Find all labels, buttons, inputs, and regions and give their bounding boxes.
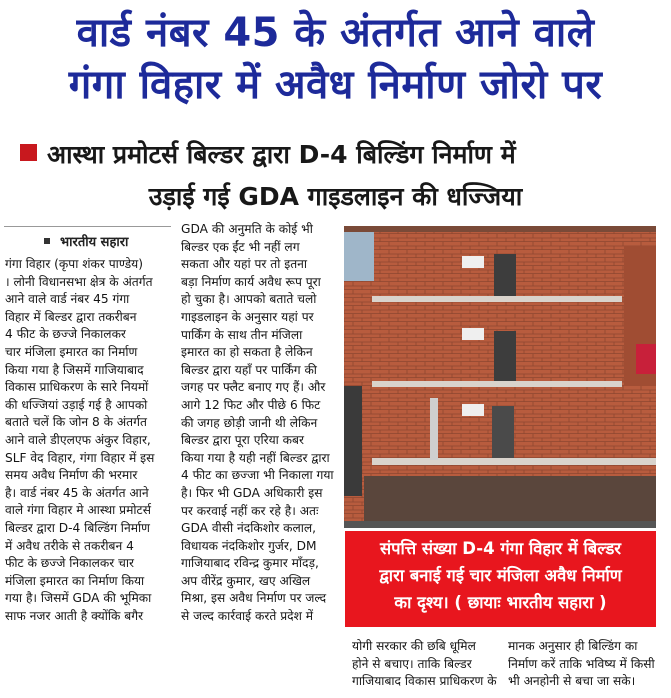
headline-line-1: वार्ड नंबर 45 के अंतर्गत आने वाले xyxy=(76,10,595,56)
building-photo xyxy=(344,226,656,528)
column-divider xyxy=(4,226,171,227)
byline-square-icon xyxy=(44,238,50,244)
caption-line-2: द्वारा बनाई गई चार मंजिला अवैध निर्माण xyxy=(379,566,622,585)
subheadline-text-1: आस्था प्रमोटर्स बिल्डर द्वारा D-4 बिल्डिंग निर्माण में xyxy=(47,140,516,169)
article-column-4: मानक अनुसार ही बिल्डिंग का निर्माण करें ताकि भविष्य में किसी भी अनहोनी से बचा जा सके। xyxy=(508,639,655,689)
caption-line-3: का दृश्य। ( छायाः भारतीय सहारा ) xyxy=(394,593,607,612)
photo-caption xyxy=(345,531,656,627)
subheadline-line-1 xyxy=(20,138,671,172)
byline xyxy=(44,232,128,250)
byline-text: भारतीय सहारा xyxy=(60,235,129,250)
subheadline-line-2: उड़ाई गई GDA गाइडलाइन की धज्जिया xyxy=(148,182,523,211)
article-column-1: गंगा विहार (कृपा शंकर पाण्डेय) । लोनी विधानसभा क्षेत्र के अंतर्गत आने वाले वार्ड नंबर 45 गंगा विहार में बिल्डर द्वारा तकरीबन 4 फीट के छज्जे निकालकर चार मंजिला इमारत का निर्माण किया गया है जिसमें गाजियाबाद विकास प्राधिकरण के सारे नियमों की धज्जियां उड़ाई गई है आपको बताते चलें कि जोन 8 के अंतर्गत आने वाले डीएलएफ अंकुर विहार, SLF वेद विहार, गंगा विहार में इस समय अवैध निर्माण की भरमार है। वार्ड नंबर 45 के अंतर्गत आने वाले गंगा विहार मे आस्था प्रमोटर्स बिल्डर द्वारा D-4 बिल्डिंग निर्माण में अवैध तरीके से तकरीबन 4 फीट के छज्जे निकालकर चार मंजिला इमारत का निर्माण किया गया है। जिसमें GDA की भूमिका साफ नजर आती है क्योंकि बगैर xyxy=(5,257,155,623)
red-square-bullet-icon xyxy=(20,144,37,161)
headline-line-2: गंगा विहार में अवैध निर्माण जोरो पर xyxy=(68,62,603,108)
article-column-3: योगी सरकार की छबि धूमिल होने से बचाए। ताकि बिल्डर गाजियाबाद विकास प्राधिकरण के xyxy=(352,639,497,689)
article-column-2: GDA की अनुमति के कोई भी बिल्डर एक ईंट भी नहीं लग सकता और यहां पर तो इतना बड़ा निर्माण कार्य अवैध रूप पूरा हो चुका है। आपको बताते चलो गाइडलाइन के अनुसार यहां पर पार्किंग के साथ तीन मंजिला इमारत का हो सकता है लेकिन बिल्डर द्वारा यहाँ पर पार्किंग की जगह पर फ्लैट बनाए गए हैं। और आगे 12 फिट और पीछे 6 फिट की जगह छोड़ी जानी थी लेकिन बिल्डर द्वारा पूरा एरिया कबर किया गया है यही नहीं बिल्डर द्वारा 4 फीट का छज्जा भी निकाला गया है। फिर भी GDA अधिकारी इस पर करवाई नहीं कर रहे है। अतः GDA वीसी नंदकिशोर कलाल, विधायक नंदकिशोर गुर्जर, DM गाजियाबाद रविन्द्र कुमार मॉंदड़, अप वीरेंद्र कुमार, खए अखिल मिश्रा, इस अवैध निर्माण पर जल्द से जल्द कार्रवाई करते प्रदेश में xyxy=(181,222,334,624)
building-illustration xyxy=(344,226,656,528)
caption-line-1: संपत्ति संख्या D-4 गंगा विहार में बिल्डर xyxy=(379,539,622,558)
